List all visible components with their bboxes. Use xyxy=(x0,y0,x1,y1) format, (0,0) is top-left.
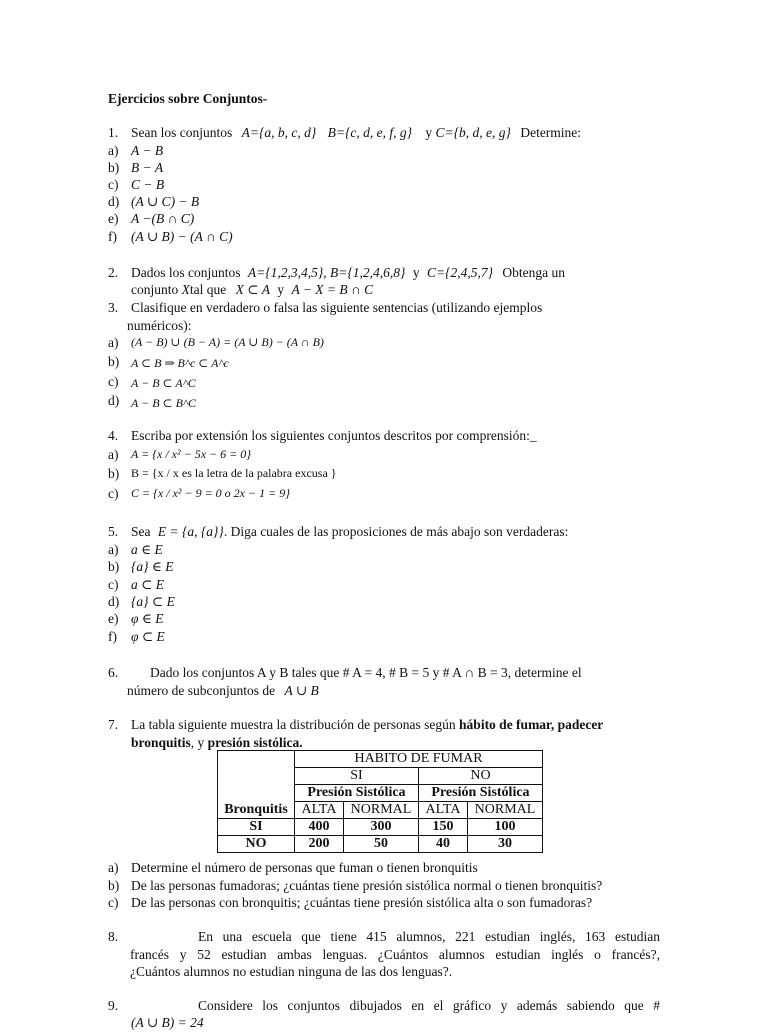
table-header-alta: ALTA xyxy=(295,802,344,819)
set-a-definition: A={a, b, c, d} xyxy=(241,125,317,140)
exercise-5-intro: Sea xyxy=(131,524,151,539)
item-expression: A −(B ∩ C) xyxy=(131,211,195,226)
exercise-6-text: número de subconjuntos de xyxy=(127,683,276,698)
table-header-presion: Presión Sistólica xyxy=(419,785,543,802)
conjunction: y xyxy=(425,125,433,140)
term-padecer: padecer xyxy=(557,717,604,732)
table-row-label: SI xyxy=(218,819,295,836)
table-cell: 40 xyxy=(419,836,468,853)
item-expression: {a} ⊂ E xyxy=(131,594,175,609)
table-row xyxy=(218,819,543,836)
item-expression: B − A xyxy=(131,160,164,175)
item-marker: b) xyxy=(108,354,120,369)
text-tal-que: tal que xyxy=(189,282,227,297)
item-marker: f) xyxy=(108,229,117,244)
table-header-normal: NORMAL xyxy=(344,802,419,819)
exercise-1-statement xyxy=(131,124,581,142)
table-cell: 200 xyxy=(295,836,344,853)
separator: , xyxy=(323,265,327,280)
exercise-4-line-1: Escriba por extensión los siguientes conjuntos descritos por comprensión:_ xyxy=(131,428,537,443)
conjunction: y xyxy=(277,282,285,297)
item-marker: a) xyxy=(108,447,119,462)
exercise-2-intro: Dados los conjuntos xyxy=(131,265,241,280)
item-expression: {a} ∈ E xyxy=(131,559,174,574)
item-marker: c) xyxy=(108,374,119,389)
table-header-presion: Presión Sistólica xyxy=(295,785,419,802)
table-header-habito: HABITO DE FUMAR xyxy=(295,751,543,768)
exercise-2-line-2 xyxy=(131,281,373,299)
item-marker: a) xyxy=(108,335,119,350)
set-b-definition: B={c, d, e, f, g} xyxy=(327,125,413,140)
item-marker: e) xyxy=(108,611,119,626)
item-expression: a ⊂ E xyxy=(131,577,165,592)
item-expression: C − B xyxy=(131,177,165,192)
item-marker: d) xyxy=(108,194,120,209)
condition-1: X ⊂ A xyxy=(235,282,270,297)
item-expression: (A ∪ B) − (A ∩ C) xyxy=(131,229,233,244)
table-cell: 50 xyxy=(344,836,419,853)
table-header-si: SI xyxy=(295,768,419,785)
exercise-8-line-1: En una escuela que tiene 415 alumnos, 221 estudian inglés, 163 estudian xyxy=(198,929,660,944)
item-expression: A − B ⊂ B^C xyxy=(131,396,196,410)
item-marker: f) xyxy=(108,629,117,644)
variable-x: X xyxy=(181,282,190,297)
exercise-3-line-1: Clasifique en verdadero o falsa las siguiente sentencias (utilizando ejemplos xyxy=(131,300,543,315)
exercise-7-line-1 xyxy=(131,716,603,734)
exercise-5-number: 5. xyxy=(108,524,119,539)
exercise-2-number: 2. xyxy=(108,265,119,280)
item-expression: A ⊂ B ⇒ B^c ⊂ A^c xyxy=(131,356,229,370)
exercise-9-number: 9. xyxy=(108,998,119,1013)
exercise-1-intro: Sean los conjuntos xyxy=(131,125,233,140)
exercise-5-tail: . Diga cuales de las proposiciones de más abajo son verdaderas: xyxy=(223,524,569,539)
table-row xyxy=(218,836,543,853)
table-row-label: NO xyxy=(218,836,295,853)
item-text: De las personas fumadoras; ¿cuántas tiene presión sistólica normal o tienen bronquitis? xyxy=(131,878,603,893)
item-marker: c) xyxy=(108,895,119,910)
item-expression: (A ∪ C) − B xyxy=(131,194,200,209)
document-title: Ejercicios sobre Conjuntos- xyxy=(108,91,268,106)
table-cell: 150 xyxy=(419,819,468,836)
item-expression: A = {x / x² − 5x − 6 = 0} xyxy=(131,447,252,461)
exercise-1-number: 1. xyxy=(108,125,119,140)
term-presion-sistolica: presión sistólica. xyxy=(207,735,303,750)
term-bronquitis: bronquitis xyxy=(131,735,191,750)
item-expression: C = {x / x² − 9 = 0 o 2x − 1 = 9} xyxy=(131,486,290,500)
item-marker: c) xyxy=(108,486,119,501)
exercise-5-line-1 xyxy=(131,523,568,541)
item-marker: a) xyxy=(108,143,119,158)
set-e-definition: E = {a, {a}} xyxy=(157,524,224,539)
item-marker: a) xyxy=(108,860,119,875)
table-row-label-bronquitis: Bronquitis xyxy=(218,802,295,819)
table-cell: 30 xyxy=(468,836,543,853)
text-y: , y xyxy=(190,735,205,750)
item-text: De las personas con bronquitis; ¿cuántas tiene presión sistólica alta o son fumadoras? xyxy=(131,895,593,910)
table-cell: 100 xyxy=(468,819,543,836)
exercise-8-line-2: francés y 52 estudian ambas lenguas. ¿Cuántos alumnos estudian inglés o francés?, xyxy=(130,947,660,962)
item-expression: A − B xyxy=(131,143,164,158)
table-row xyxy=(218,751,543,768)
separator: , xyxy=(550,717,555,732)
exercise-1-tail: Determine: xyxy=(520,125,582,140)
term-habito-de-fumar: hábito de fumar xyxy=(459,717,551,732)
exercise-6-line-2 xyxy=(127,682,319,700)
set-b-definition: B={1,2,4,6,8} xyxy=(330,265,406,280)
exercise-8-number: 8. xyxy=(108,929,119,944)
exercise-6-expression: A ∪ B xyxy=(284,683,319,698)
exercise-4-number: 4. xyxy=(108,428,119,443)
item-marker: e) xyxy=(108,211,119,226)
item-expression: φ ⊂ E xyxy=(131,629,165,644)
item-marker: a) xyxy=(108,542,119,557)
table-header-no: NO xyxy=(419,768,543,785)
item-expression: B = {x / x es la letra de la palabra excusa } xyxy=(131,466,337,480)
item-marker: d) xyxy=(108,393,120,408)
table-cell: 300 xyxy=(344,819,419,836)
item-marker: b) xyxy=(108,559,120,574)
exercise-6-number: 6. xyxy=(108,665,119,680)
table-header-alta: ALTA xyxy=(419,802,468,819)
exercise-9-line-1: Considere los conjuntos dibujados en el gráfico y además sabiendo que # xyxy=(198,998,660,1013)
exercise-9-line-2: (A ∪ B) = 24 xyxy=(131,1015,204,1030)
condition-2: A − X = B ∩ C xyxy=(291,282,374,297)
item-expression: a ∈ E xyxy=(131,542,163,557)
table-cell: 400 xyxy=(295,819,344,836)
item-expression: (A − B) ∪ (B − A) = (A ∪ B) − (A ∩ B) xyxy=(131,335,324,349)
table-corner-cell xyxy=(218,751,295,802)
smoking-distribution-table xyxy=(217,750,543,853)
item-marker: b) xyxy=(108,878,120,893)
table-header-normal: NORMAL xyxy=(468,802,543,819)
item-marker: b) xyxy=(108,160,120,175)
item-marker: c) xyxy=(108,177,119,192)
exercise-7-number: 7. xyxy=(108,717,119,732)
table-row xyxy=(218,802,543,819)
conjunction: y xyxy=(412,265,420,280)
exercise-3-line-2: numéricos): xyxy=(127,318,192,333)
exercise-2-tail: Obtenga un xyxy=(502,265,565,280)
item-expression: A − B ⊂ A^C xyxy=(131,376,196,390)
item-marker: c) xyxy=(108,577,119,592)
set-c-definition: C={b, d, e, g} xyxy=(435,125,511,140)
item-marker: b) xyxy=(108,466,120,481)
text-conjunto: conjunto xyxy=(131,282,179,297)
exercise-8-line-3: ¿Cuántos alumnos no estudian ninguna de las dos lenguas?. xyxy=(130,964,453,979)
item-expression: φ ∈ E xyxy=(131,611,164,626)
exercise-7-line-2 xyxy=(131,734,303,752)
set-c-definition: C={2,4,5,7} xyxy=(426,265,493,280)
exercise-2-line-1 xyxy=(131,264,565,282)
exercise-6-line-1: Dado los conjuntos A y B tales que # A = 4, # B = 5 y # A ∩ B = 3, determine el xyxy=(150,665,582,680)
item-text: Determine el número de personas que fuman o tienen bronquitis xyxy=(131,860,478,875)
set-a-definition: A={1,2,3,4,5} xyxy=(247,265,324,280)
item-marker: d) xyxy=(108,594,120,609)
exercise-3-number: 3. xyxy=(108,300,119,315)
exercise-7-intro: La tabla siguiente muestra la distribución de personas según xyxy=(131,717,456,732)
